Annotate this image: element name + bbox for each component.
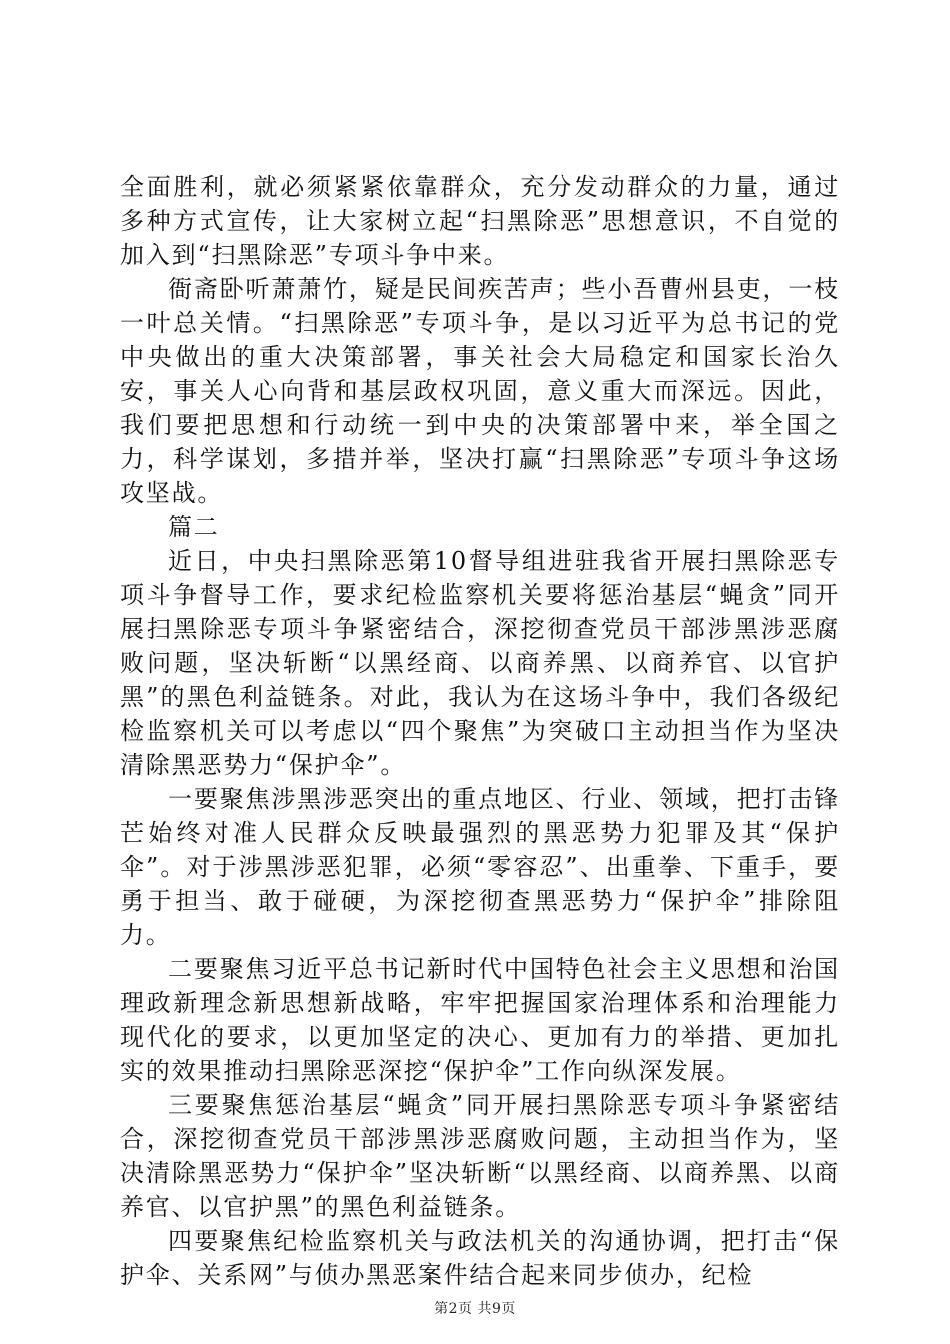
section-heading: 篇二 [168,513,220,541]
paragraph-point-two: 二要聚焦习近平总书记新时代中国特色社会主义思想和治国理政新理念新思想新战略，牢牢把握国家治理体系和治理能力现代化的要求，以更加坚定的决心、更加有力的举措、更加扎实的效果推动扫黑除恶深挖“保护伞”工作向纵深发展。 [120,955,840,1085]
paragraph-point-three: 三要聚焦惩治基层“蝇贪”同开展扫黑除恶专项斗争紧密结合，深挖彻查党员干部涉黑涉恶腐败问题，主动担当作为，坚决清除黑恶势力“保护伞”坚决斩断“以黑经商、以商养黑、以商养官、以官护黑”的黑色利益链条。 [120,1091,840,1221]
document-body [120,170,840,1292]
paragraph-point-one: 一要聚焦涉黑涉恶突出的重点地区、行业、领域，把打击锋芒始终对准人民群众反映最强烈的黑恶势力犯罪及其“保护伞”。对于涉黑涉恶犯罪，必须“零容忍”、出重拳、下重手，要勇于担当、敢于碰硬，为深挖彻查黑恶势力“保护伞”排除阻力。 [120,785,840,949]
paragraph-poem-quote: 衙斋卧听萧萧竹，疑是民间疾苦声；些小吾曹州县吏，一枝一叶总关情。“扫黑除恶”专项斗争，是以习近平为总书记的党中央做出的重大决策部署，事关社会大局稳定和国家长治久安，事关人心向背和基层政权巩固，意义重大而深远。因此，我们要把思想和行动统一到中央的决策部署中来，举全国之力，科学谋划，多措并举，坚决打赢“扫黑除恶”专项斗争这场攻坚战。 [120,275,840,507]
page-number-footer: 第2页 共9页 [434,1301,516,1317]
paragraph-continuation: 全面胜利，就必须紧紧依靠群众，充分发动群众的力量，通过多种方式宣传，让大家树立起“扫黑除恶”思想意识，不自觉的加入到“扫黑除恶”专项斗争中来。 [120,173,840,269]
paragraph-point-four: 四要聚焦纪检监察机关与政法机关的沟通协调，把打击“保护伞、关系网”与侦办黑恶案件结合起来同步侦办，纪检 [120,1227,840,1289]
paragraph-intro: 近日，中央扫黑除恶第10督导组进驻我省开展扫黑除恶专项斗争督导工作，要求纪检监察机关要将惩治基层“蝇贪”同开展扫黑除恶专项斗争紧密结合，深挖彻查党员干部涉黑涉恶腐败问题，坚决斩断“以黑经商、以商养黑、以商养官、以官护黑”的黑色利益链条。对此，我认为在这场斗争中，我们各级纪检监察机关可以考虑以“四个聚焦”为突破口主动担当作为坚决清除黑恶势力“保护伞”。 [120,547,840,779]
